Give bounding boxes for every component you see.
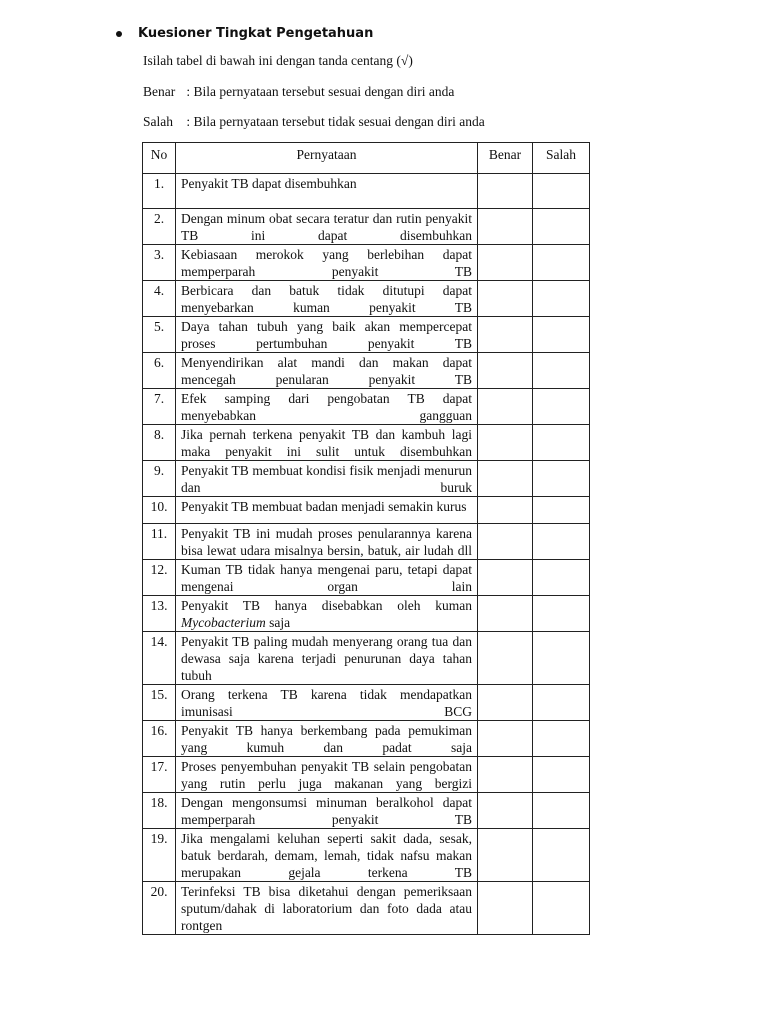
statement-cell: Terinfeksi TB bisa diketahui dengan pemeriksaan sputum/dahak di laboratorium dan foto dada atau rontgen [176,882,478,935]
benar-checkbox-cell[interactable] [478,524,533,560]
legend-text: : Bila pernyataan tersebut sesuai dengan diri anda [186,84,455,99]
legend-salah [143,114,485,130]
table-row [143,685,590,721]
table-row [143,829,590,882]
benar-checkbox-cell[interactable] [478,174,533,209]
table-row [143,245,590,281]
benar-checkbox-cell[interactable] [478,209,533,245]
row-number: 5. [143,317,176,353]
statement-cell: Dengan minum obat secara teratur dan rutin penyakit TB ini dapat disembuhkan [176,209,478,245]
salah-checkbox-cell[interactable] [533,317,590,353]
statement-cell: Kebiasaan merokok yang berlebihan dapat memperparah penyakit TB [176,245,478,281]
table-row [143,281,590,317]
row-number: 10. [143,497,176,524]
row-number: 13. [143,596,176,632]
statement-cell: Penyakit TB ini mudah proses penularannya karena bisa lewat udara misalnya bersin, batuk, air ludah dll [176,524,478,560]
table-row [143,793,590,829]
legend-key: Benar [143,84,176,99]
statement-italic-text: Mycobacterium [181,615,266,630]
benar-checkbox-cell[interactable] [478,425,533,461]
instruction-text: Isilah tabel di bawah ini dengan tanda centang (√) [143,53,413,68]
salah-checkbox-cell[interactable] [533,425,590,461]
benar-checkbox-cell[interactable] [478,685,533,721]
legend-key: Salah [143,114,173,129]
benar-checkbox-cell[interactable] [478,757,533,793]
header-benar: Benar [478,143,533,174]
benar-checkbox-cell[interactable] [478,353,533,389]
statement-cell: Dengan mengonsumsi minuman beralkohol dapat memperparah penyakit TB [176,793,478,829]
row-number: 6. [143,353,176,389]
salah-checkbox-cell[interactable] [533,281,590,317]
statement-cell: Proses penyembuhan penyakit TB selain pengobatan yang rutin perlu juga makanan yang bergizi [176,757,478,793]
legend-benar [143,84,454,100]
salah-checkbox-cell[interactable] [533,685,590,721]
salah-checkbox-cell[interactable] [533,524,590,560]
row-number: 19. [143,829,176,882]
benar-checkbox-cell[interactable] [478,560,533,596]
statement-cell: Orang terkena TB karena tidak mendapatkan imunisasi BCG [176,685,478,721]
header-salah: Salah [533,143,590,174]
benar-checkbox-cell[interactable] [478,317,533,353]
row-number: 2. [143,209,176,245]
header-statement: Pernyataan [176,143,478,174]
statement-cell: Daya tahan tubuh yang baik akan mempercepat proses pertumbuhan penyakit TB [176,317,478,353]
salah-checkbox-cell[interactable] [533,632,590,685]
row-number: 18. [143,793,176,829]
salah-checkbox-cell[interactable] [533,389,590,425]
row-number: 3. [143,245,176,281]
table-row [143,389,590,425]
salah-checkbox-cell[interactable] [533,174,590,209]
statement-cell: Berbicara dan batuk tidak ditutupi dapat menyebarkan kuman penyakit TB [176,281,478,317]
row-number: 14. [143,632,176,685]
table-row [143,497,590,524]
salah-checkbox-cell[interactable] [533,461,590,497]
salah-checkbox-cell[interactable] [533,497,590,524]
salah-checkbox-cell[interactable] [533,829,590,882]
salah-checkbox-cell[interactable] [533,793,590,829]
row-number: 7. [143,389,176,425]
header-no: No [143,143,176,174]
statement-text: Penyakit TB hanya disebabkan oleh kuman [181,598,472,613]
benar-checkbox-cell[interactable] [478,461,533,497]
statement-text-after: saja [265,615,291,630]
salah-checkbox-cell[interactable] [533,721,590,757]
table-row [143,721,590,757]
benar-checkbox-cell[interactable] [478,632,533,685]
table-row [143,757,590,793]
statement-cell: Efek samping dari pengobatan TB dapat menyebabkan gangguan [176,389,478,425]
statement-cell: Penyakit TB dapat disembuhkan [176,174,478,209]
table-row [143,353,590,389]
benar-checkbox-cell[interactable] [478,497,533,524]
row-number: 8. [143,425,176,461]
benar-checkbox-cell[interactable] [478,793,533,829]
statement-cell: Kuman TB tidak hanya mengenai paru, tetapi dapat mengenai organ lain [176,560,478,596]
statement-cell: Penyakit TB paling mudah menyerang orang tua dan dewasa saja karena terjadi penurunan daya tahan tubuh [176,632,478,685]
statement-cell: Penyakit TB membuat kondisi fisik menjadi menurun dan buruk [176,461,478,497]
bullet-icon [116,31,122,37]
benar-checkbox-cell[interactable] [478,882,533,935]
salah-checkbox-cell[interactable] [533,882,590,935]
benar-checkbox-cell[interactable] [478,721,533,757]
heading-text: Kuesioner Tingkat Pengetahuan [138,26,374,41]
table-row [143,882,590,935]
statement-cell: Menyendirikan alat mandi dan makan dapat mencegah penularan penyakit TB [176,353,478,389]
table-row [143,209,590,245]
statement-cell [176,596,478,632]
row-number: 4. [143,281,176,317]
row-number: 15. [143,685,176,721]
row-number: 9. [143,461,176,497]
row-number: 12. [143,560,176,596]
table-row [143,317,590,353]
salah-checkbox-cell[interactable] [533,209,590,245]
benar-checkbox-cell[interactable] [478,829,533,882]
benar-checkbox-cell[interactable] [478,281,533,317]
table-header-row [143,143,590,174]
benar-checkbox-cell[interactable] [478,245,533,281]
benar-checkbox-cell[interactable] [478,596,533,632]
salah-checkbox-cell[interactable] [533,596,590,632]
questionnaire-table [142,142,590,935]
salah-checkbox-cell[interactable] [533,245,590,281]
salah-checkbox-cell[interactable] [533,560,590,596]
salah-checkbox-cell[interactable] [533,353,590,389]
table-row [143,174,590,209]
row-number: 1. [143,174,176,209]
statement-cell: Jika pernah terkena penyakit TB dan kambuh lagi maka penyakit ini sulit untuk disembuhkan [176,425,478,461]
table-row [143,632,590,685]
row-number: 20. [143,882,176,935]
table-row [143,596,590,632]
legend-text: : Bila pernyataan tersebut tidak sesuai dengan diri anda [186,114,485,129]
table-row [143,524,590,560]
table-row [143,461,590,497]
statement-cell: Penyakit TB membuat badan menjadi semakin kurus [176,497,478,524]
statement-cell: Jika mengalami keluhan seperti sakit dada, sesak, batuk berdarah, demam, lemah, tidak nafsu makan merupakan gejala terkena TB [176,829,478,882]
table-row [143,425,590,461]
salah-checkbox-cell[interactable] [533,757,590,793]
table-row [143,560,590,596]
section-heading [116,26,373,41]
statement-cell: Penyakit TB hanya berkembang pada pemukiman yang kumuh dan padat saja [176,721,478,757]
row-number: 11. [143,524,176,560]
row-number: 16. [143,721,176,757]
row-number: 17. [143,757,176,793]
benar-checkbox-cell[interactable] [478,389,533,425]
